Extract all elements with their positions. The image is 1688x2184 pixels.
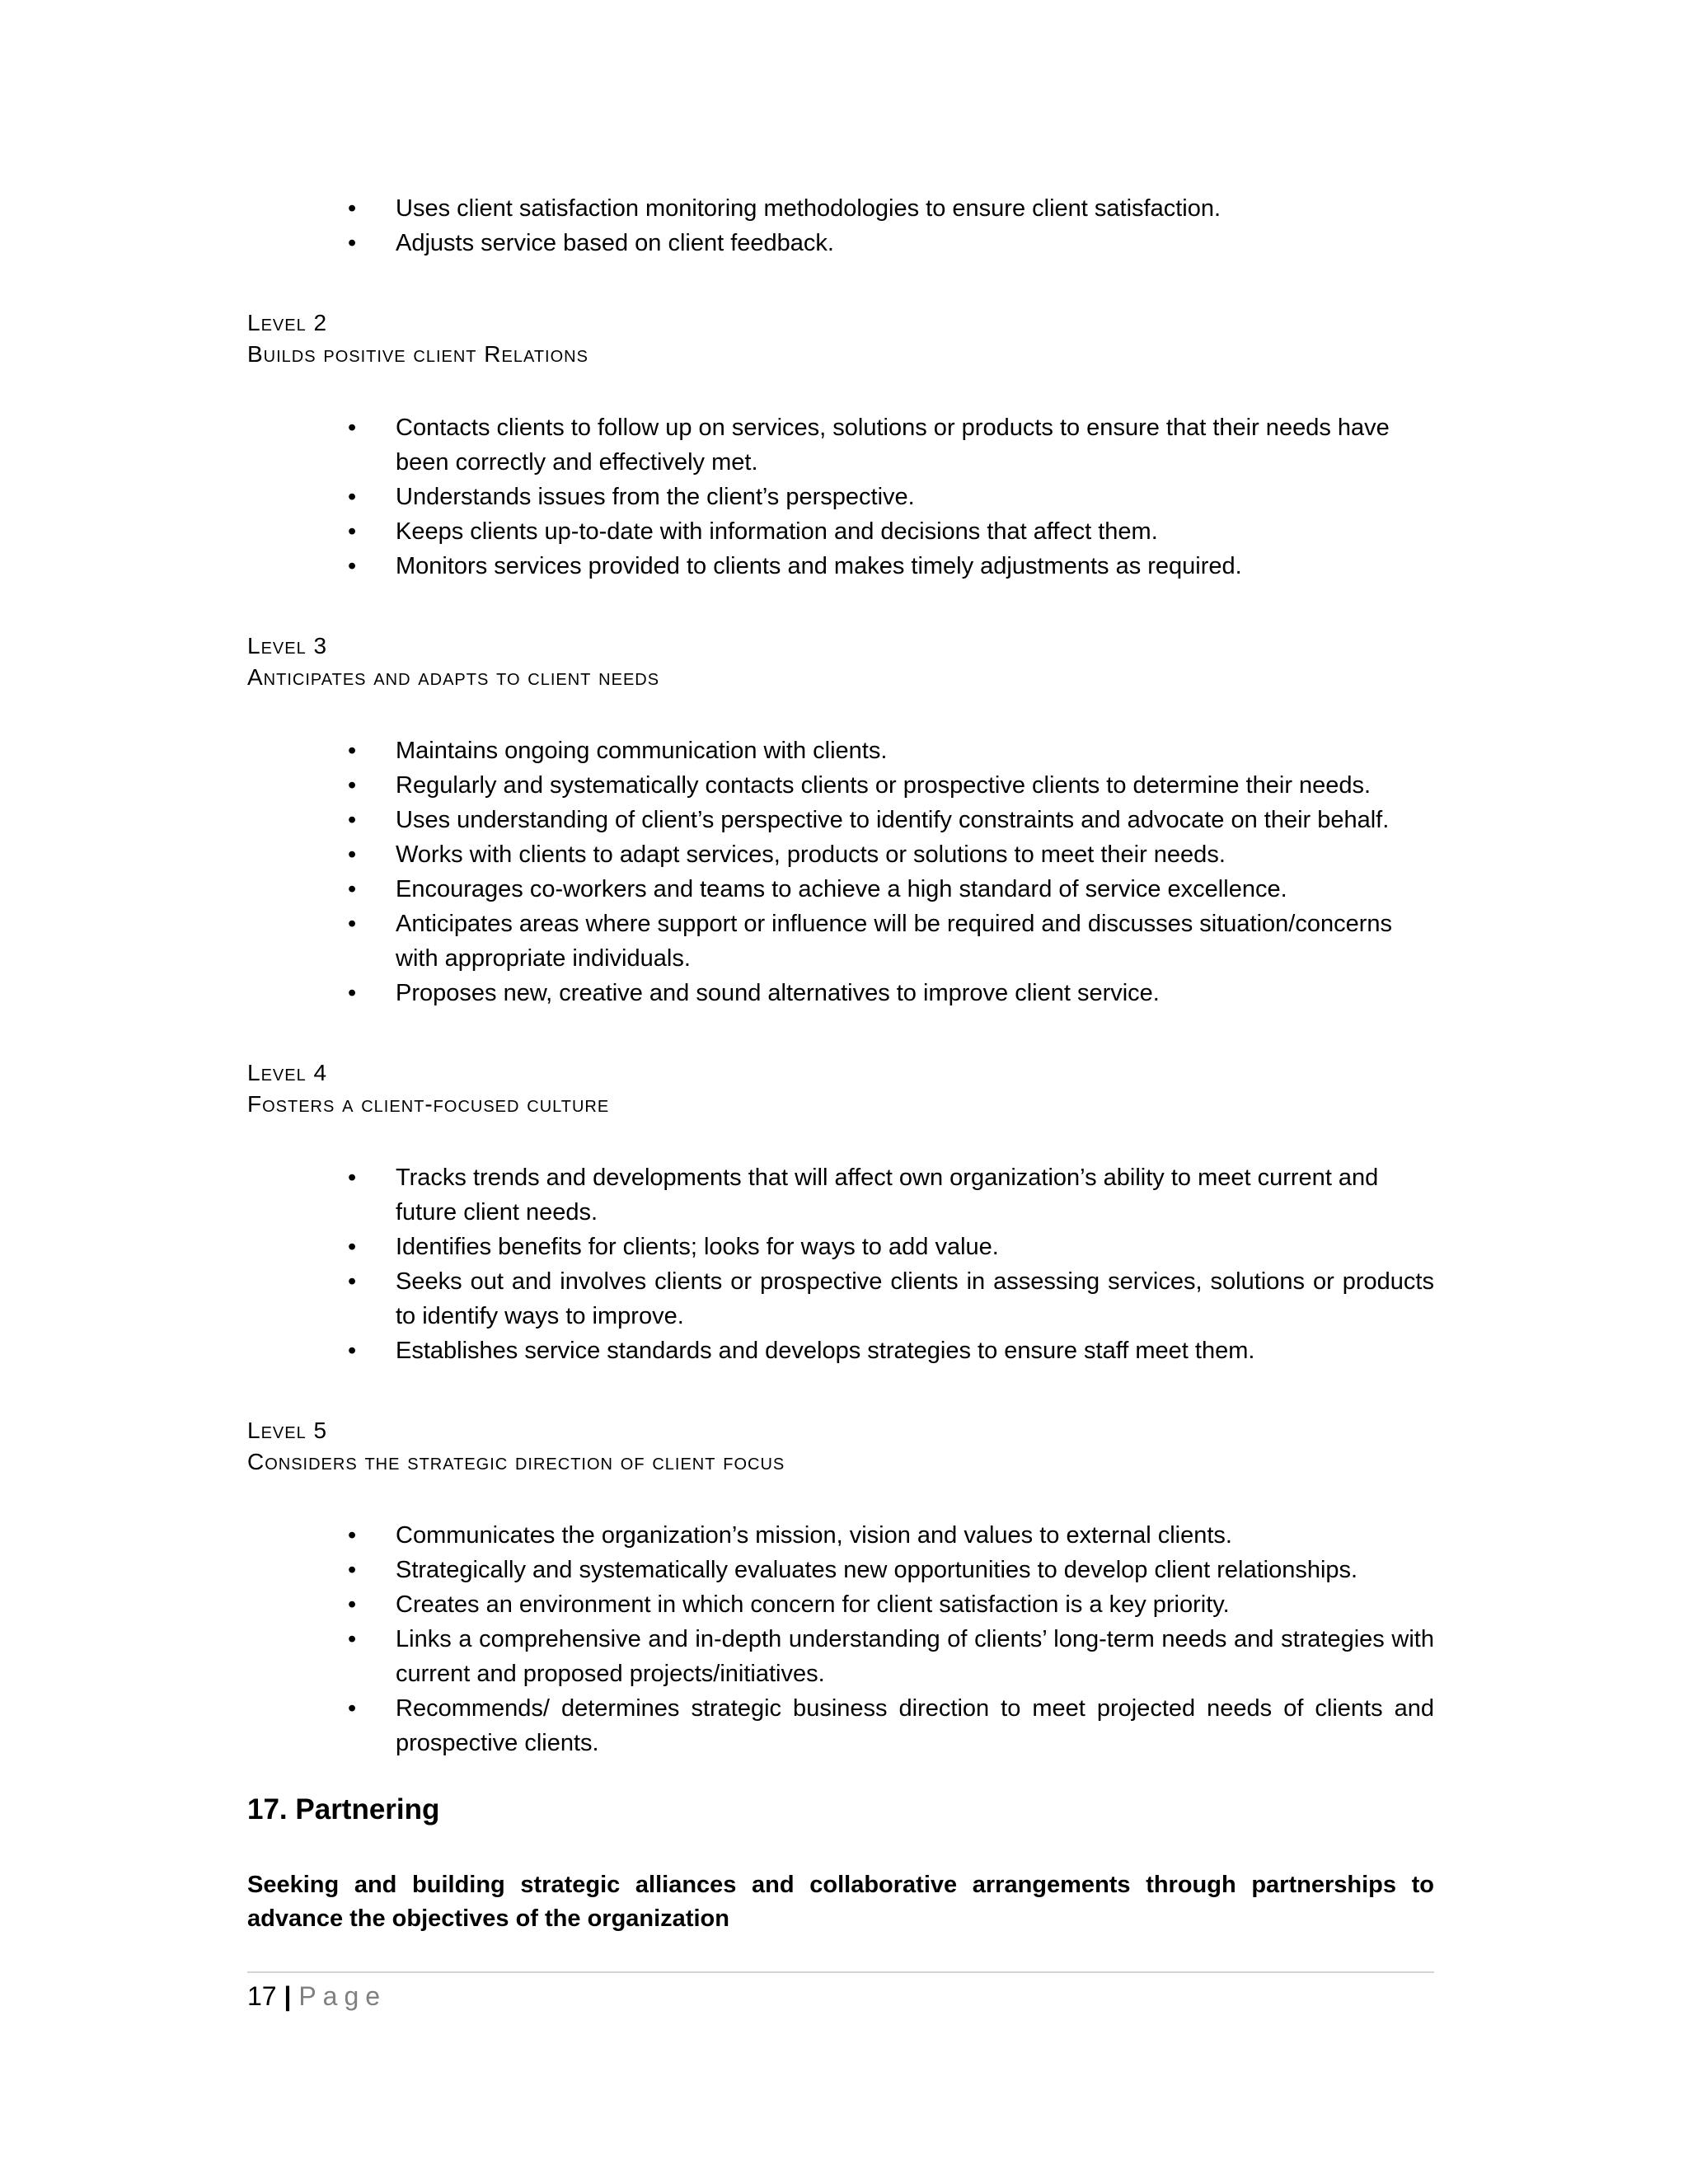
list-item: • Creates an environment in which concern for client satisfaction is a key priority.	[396, 1587, 1434, 1622]
level-title: Considers the strategic direction of client focus	[247, 1449, 785, 1474]
list-item: • Maintains ongoing communication with clients.	[396, 733, 1434, 768]
list-item: • Encourages co-workers and teams to achieve a high standard of service excellence.	[396, 872, 1434, 907]
list-item: • Monitors services provided to clients and makes timely adjustments as required.	[396, 549, 1434, 583]
list-item: • Works with clients to adapt services, products or solutions to meet their needs.	[396, 837, 1434, 872]
footer-divider	[247, 1971, 1434, 1973]
section-heading: 17. Partnering	[247, 1793, 440, 1825]
level-title: Fosters a client-focused culture	[247, 1091, 610, 1117]
page-footer	[247, 1971, 1434, 2014]
level-bullet-list	[247, 1518, 1434, 1760]
list-item: • Regularly and systematically contacts clients or prospective clients to determine their needs.	[396, 768, 1434, 803]
level-bullet-list	[247, 1160, 1434, 1368]
list-item: • Identifies benefits for clients; looks for ways to add value.	[396, 1230, 1434, 1264]
footer-page-label	[247, 1978, 1434, 2014]
list-item: • Establishes service standards and develops strategies to ensure staff meet them.	[396, 1333, 1434, 1368]
page-number: 17	[247, 1981, 277, 2011]
level-label: Level 4	[247, 1060, 328, 1085]
list-item: • Strategically and systematically evaluates new opportunities to develop client relationships.	[396, 1553, 1434, 1587]
list-item: • Contacts clients to follow up on services, solutions or products to ensure that their needs have been correctly and effectively met.	[396, 410, 1434, 480]
list-item: • Keeps clients up-to-date with information and decisions that affect them.	[396, 514, 1434, 549]
footer-separator: |	[284, 1981, 292, 2011]
list-item: • Links a comprehensive and in-depth understanding of clients’ long-term needs and strategies with current and proposed projects/initiatives.	[396, 1622, 1434, 1691]
level-title: Builds positive client Relations	[247, 341, 588, 367]
intro-bullet-list	[247, 191, 1434, 260]
list-item: • Anticipates areas where support or influence will be required and discusses situation/concerns with appropriate individuals.	[396, 907, 1434, 976]
level-bullet-list	[247, 733, 1434, 1010]
level-label: Level 5	[247, 1418, 328, 1443]
level-title: Anticipates and adapts to client needs	[247, 664, 660, 690]
level-bullet-list	[247, 410, 1434, 583]
list-item: • Communicates the organization’s mission, vision and values to external clients.	[396, 1518, 1434, 1553]
list-item: • Uses understanding of client’s perspective to identify constraints and advocate on their behalf.	[396, 803, 1434, 837]
section-definition: Seeking and building strategic alliances and collaborative arrangements through partnerships to advance the objectives of the organization	[247, 1872, 1434, 1932]
list-item: • Proposes new, creative and sound alternatives to improve client service.	[396, 976, 1434, 1010]
list-item: • Recommends/ determines strategic business direction to meet projected needs of clients and prospective clients.	[396, 1691, 1434, 1760]
level-label: Level 3	[247, 633, 328, 658]
level-label: Level 2	[247, 310, 328, 335]
footer-page-word: Page	[298, 1981, 387, 2011]
list-item: • Adjusts service based on client feedback.	[396, 226, 1434, 260]
list-item: • Tracks trends and developments that will affect own organization’s ability to meet current and future client needs.	[396, 1160, 1434, 1230]
list-item: • Uses client satisfaction monitoring methodologies to ensure client satisfaction.	[396, 191, 1434, 226]
page-content	[247, 191, 1434, 1936]
list-item: • Seeks out and involves clients or prospective clients in assessing services, solutions or products to identify ways to improve.	[396, 1264, 1434, 1333]
list-item: • Understands issues from the client’s perspective.	[396, 480, 1434, 514]
